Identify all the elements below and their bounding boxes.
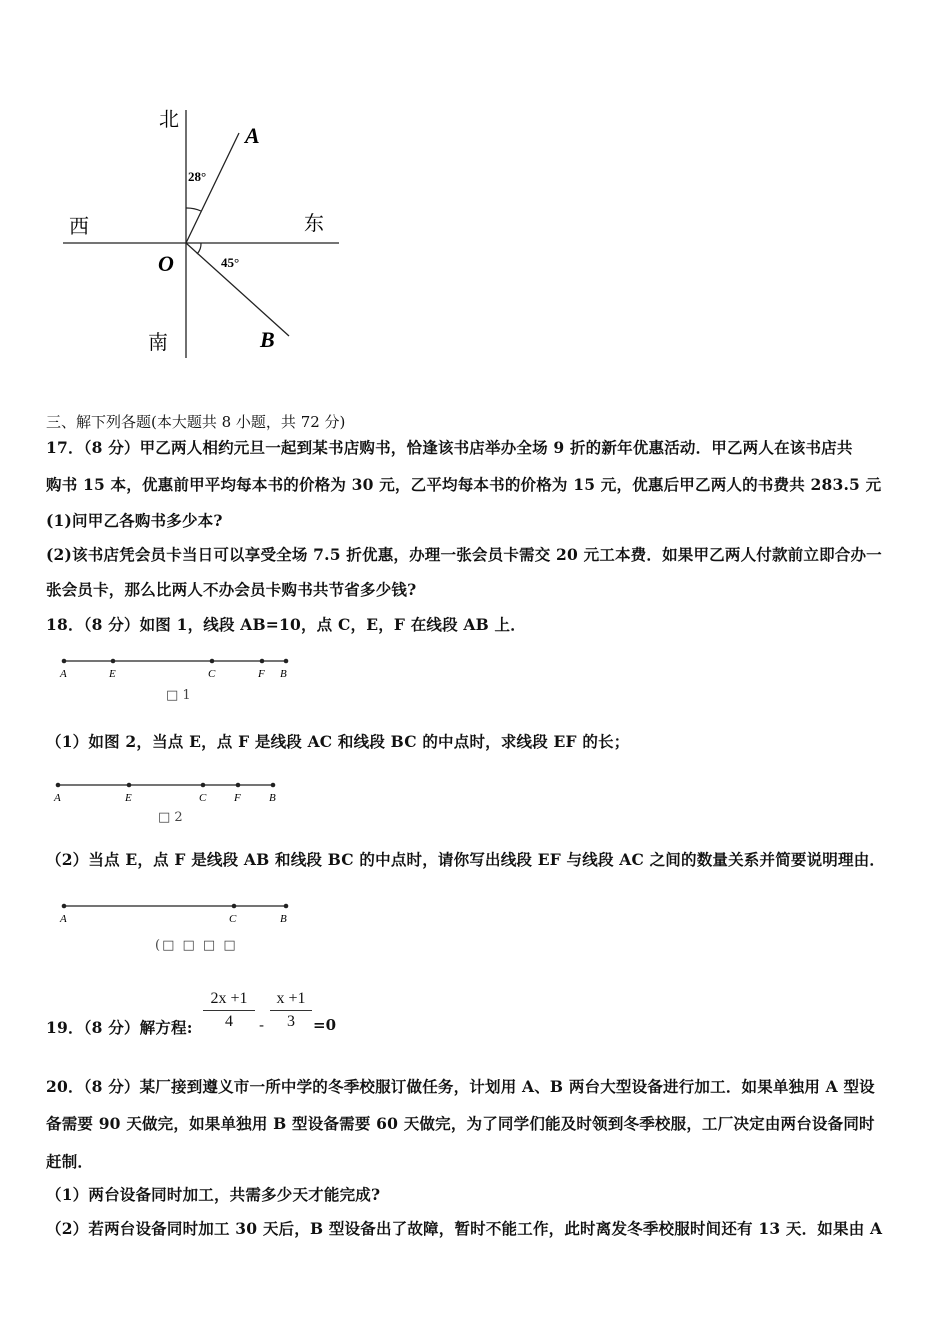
fig1-point-b bbox=[284, 659, 289, 664]
q19-minus: - bbox=[259, 1016, 265, 1034]
q20-line-3: 赶制． bbox=[46, 1152, 94, 1171]
fig1-label-e: E bbox=[109, 668, 116, 680]
q19-frac1-numerator: 2x +1 bbox=[203, 990, 255, 1011]
label-origin: O bbox=[158, 251, 174, 276]
q17-part-1: (1)问甲乙各购书多少本? bbox=[46, 511, 223, 530]
label-angle-a: 28° bbox=[188, 169, 207, 184]
fig1-label-a: A bbox=[60, 668, 67, 680]
q19-frac1-denominator: 4 bbox=[225, 1013, 233, 1030]
q19-frac2-denominator: 3 bbox=[287, 1013, 295, 1030]
fig2-point-f bbox=[236, 783, 241, 788]
fig1-label-f: F bbox=[258, 668, 265, 680]
q18-stem: 18．（8 分）如图 1，线段 AB=10，点 C，E，F 在线段 AB 上． bbox=[46, 615, 526, 634]
fig2-label-a: A bbox=[54, 792, 61, 804]
fig2-label-b: B bbox=[269, 792, 276, 804]
fig1-label-c: C bbox=[208, 668, 216, 680]
fig1-point-f bbox=[260, 659, 265, 664]
q20-part-1: （1）两台设备同时加工，共需多少天才能完成? bbox=[46, 1185, 381, 1204]
angle-arc-b bbox=[197, 243, 201, 254]
q20-line-1: 20．（8 分）某厂接到遵义市一所中学的冬季校服订做任务，计划用 A、B 两台大型设备进行加工．如果单独用 A 型设 bbox=[46, 1077, 875, 1096]
fig2-label-f: F bbox=[234, 792, 241, 804]
fig2-label-c: C bbox=[199, 792, 207, 804]
label-east: 东 bbox=[304, 213, 324, 235]
figure-1 bbox=[55, 652, 305, 682]
fig2-caption: □ 2 bbox=[158, 810, 183, 825]
fig3-caption: (□ □ □ □ bbox=[155, 938, 238, 953]
q18-part-2: （2）当点 E，点 F 是线段 AB 和线段 BC 的中点时，请你写出线段 EF 与线段 AC 之间的数量关系并简要说明理由． bbox=[46, 850, 886, 869]
fig2-point-a bbox=[56, 783, 61, 788]
fig1-caption: □ 1 bbox=[166, 688, 191, 703]
figure-2 bbox=[50, 776, 300, 806]
angle-arc-a bbox=[186, 208, 201, 211]
fig2-label-e: E bbox=[125, 792, 132, 804]
q20-part-2: （2）若两台设备同时加工 30 天后，B 型设备出了故障，暂时不能工作，此时离发冬季校服时间还有 13 天．如果由 A bbox=[46, 1219, 883, 1238]
fig1-point-c bbox=[210, 659, 215, 664]
label-west: 西 bbox=[69, 216, 89, 238]
q17-line-1: 17．（8 分）甲乙两人相约元旦一起到某书店购书，恰逢该书店举办全场 9 折的新年优惠活动．甲乙两人在该书店共 bbox=[46, 438, 853, 457]
section-title: 三、解下列各题(本大题共 8 小题，共 72 分) bbox=[46, 413, 346, 431]
fig2-point-e bbox=[127, 783, 132, 788]
fig1-point-a bbox=[62, 659, 67, 664]
ray-oa bbox=[186, 133, 239, 243]
fig3-label-c: C bbox=[229, 913, 237, 925]
q19-equals: =0 bbox=[313, 1016, 337, 1034]
label-b: B bbox=[260, 327, 275, 352]
q19-fraction-1 bbox=[203, 990, 255, 1031]
label-south: 南 bbox=[148, 332, 168, 354]
fig1-point-e bbox=[111, 659, 116, 664]
fig2-point-b bbox=[271, 783, 276, 788]
fig3-label-b: B bbox=[280, 913, 287, 925]
label-a: A bbox=[245, 123, 260, 148]
fig3-point-c bbox=[232, 904, 237, 909]
label-north: 北 bbox=[159, 109, 179, 131]
q17-line-2: 购书 15 本，优惠前甲平均每本书的价格为 30 元，乙平均每本书的价格为 15 元，优惠后甲乙两人的书费共 283.5 元 bbox=[46, 475, 882, 494]
q19-prefix: 19．（8 分）解方程: bbox=[46, 1018, 193, 1037]
fig2-point-c bbox=[201, 783, 206, 788]
q17-part-2b: 张会员卡，那么比两人不办会员卡购书共节省多少钱? bbox=[46, 580, 417, 599]
q20-line-2: 备需要 90 天做完，如果单独用 B 型设备需要 60 天做完，为了同学们能及时领到冬季校服，工厂决定由两台设备同时 bbox=[46, 1114, 875, 1133]
fig3-label-a: A bbox=[60, 913, 67, 925]
fig3-point-b bbox=[284, 904, 289, 909]
label-angle-b: 45° bbox=[221, 255, 240, 270]
q19-fraction-2 bbox=[270, 990, 312, 1031]
q17-part-2a: (2)该书店凭会员卡当日可以享受全场 7.5 折优惠，办理一张会员卡需交 20 元工本费．如果甲乙两人付款前立即合办一 bbox=[46, 545, 882, 564]
q18-part-1: （1）如图 2，当点 E，点 F 是线段 AC 和线段 BC 的中点时，求线段 EF 的长； bbox=[46, 732, 630, 751]
fig1-label-b: B bbox=[280, 668, 287, 680]
fig3-point-a bbox=[62, 904, 67, 909]
q19-frac2-numerator: x +1 bbox=[270, 990, 312, 1011]
figure-3 bbox=[55, 897, 305, 927]
compass-diagram bbox=[55, 100, 355, 370]
